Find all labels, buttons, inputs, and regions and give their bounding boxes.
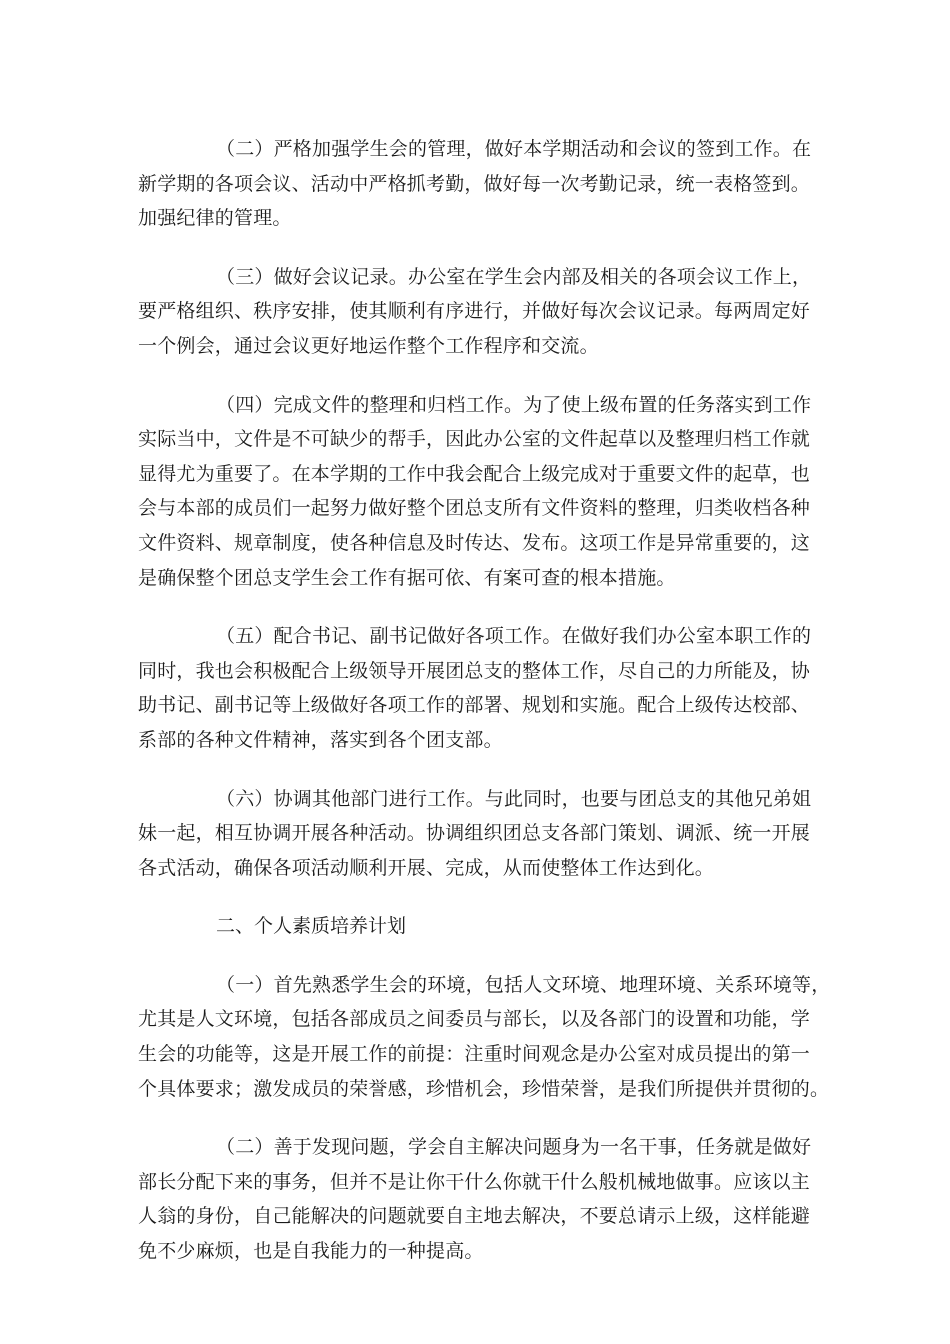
paragraph-line: 尤其是人文环境，包括各部成员之间委员与部长，以及各部门的设置和功能，学 <box>138 1008 811 1031</box>
paragraph-line: （五）配合书记、副书记做好各项工作。在做好我们办公室本职工作的 <box>216 625 812 648</box>
paragraph-line: 加强纪律的管理。 <box>138 207 292 230</box>
paragraph-line: 要严格组织、秩序安排，使其顺利有序进行，并做好每次会议记录。每两周定好 <box>138 300 811 323</box>
paragraph-line: 会与本部的成员们一起努力做好整个团总支所有文件资料的整理，归类收档各种 <box>138 497 811 520</box>
paragraph-line: （一）首先熟悉学生会的环境，包括人文环境、地理环境、关系环境等， <box>216 973 831 996</box>
paragraph-personal-2 <box>138 1130 814 1268</box>
paragraph-line: 是确保整个团总支学生会工作有据可依、有案可查的根本措施。 <box>138 566 676 589</box>
paragraph-line: （三）做好会议记录。办公室在学生会内部及相关的各项会议工作上， <box>216 265 812 288</box>
section-heading: 二、个人素质培养计划 <box>216 915 407 938</box>
paragraph-line: 同时，我也会积极配合上级领导开展团总支的整体工作，尽自己的力所能及，协 <box>138 659 811 682</box>
paragraph-line: 部长分配下来的事务，但并不是让你干什么你就干什么般机械地做事。应该以主 <box>138 1170 811 1193</box>
paragraph-line: 实际当中，文件是不可缺少的帮手，因此办公室的文件起草以及整理归档工作就 <box>138 428 811 451</box>
paragraph-line: 免不少麻烦，也是自我能力的一种提高。 <box>138 1240 484 1263</box>
paragraph-line: 新学期的各项会议、活动中严格抓考勤，做好每一次考勤记录，统一表格签到。 <box>138 172 811 195</box>
paragraph-personal-1 <box>138 968 831 1106</box>
paragraph-line: 生会的功能等，这是开展工作的前提：注重时间观念是办公室对成员提出的第一 <box>138 1043 811 1066</box>
paragraph-line: 妹一起，相互协调开展各种活动。协调组织团总支各部门策划、调派、统一开展 <box>138 822 811 845</box>
paragraph-6 <box>138 782 814 886</box>
paragraph-line: （六）协调其他部门进行工作。与此同时，也要与团总支的其他兄弟姐 <box>216 787 812 810</box>
paragraph-line: 显得尤为重要了。在本学期的工作中我会配合上级完成对于重要文件的起草，也 <box>138 462 811 485</box>
paragraph-line: 一个例会，通过会议更好地运作整个工作程序和交流。 <box>138 334 599 357</box>
paragraph-line: 各式活动，确保各项活动顺利开展、完成，从而使整体工作达到化。 <box>138 856 715 879</box>
paragraph-5 <box>138 619 814 757</box>
paragraph-3 <box>138 260 814 364</box>
paragraph-line: （四）完成文件的整理和归档工作。为了使上级布置的任务落实到工作 <box>216 393 812 416</box>
paragraph-line: 文件资料、规章制度，使各种信息及时传达、发布。这项工作是异常重要的，这 <box>138 531 811 554</box>
paragraph-line: 系部的各种文件精神，落实到各个团支部。 <box>138 728 503 751</box>
paragraph-line: （二）严格加强学生会的管理，做好本学期活动和会议的签到工作。在 <box>216 138 812 160</box>
paragraph-line: 人翁的身份，自己能解决的问题就要自主地去解决，不要总请示上级，这样能避 <box>138 1205 811 1228</box>
paragraph-4 <box>138 388 814 596</box>
paragraph-2 <box>138 132 814 236</box>
paragraph-line: 个具体要求；激发成员的荣誉感，珍惜机会，珍惜荣誉，是我们所提供并贯彻的。 <box>138 1077 830 1100</box>
document-body <box>138 132 831 1293</box>
paragraph-line: （二）善于发现问题，学会自主解决问题身为一名干事，任务就是做好 <box>216 1136 812 1159</box>
paragraph-line: 助书记、副书记等上级做好各项工作的部署、规划和实施。配合上级传达校部、 <box>138 694 811 717</box>
